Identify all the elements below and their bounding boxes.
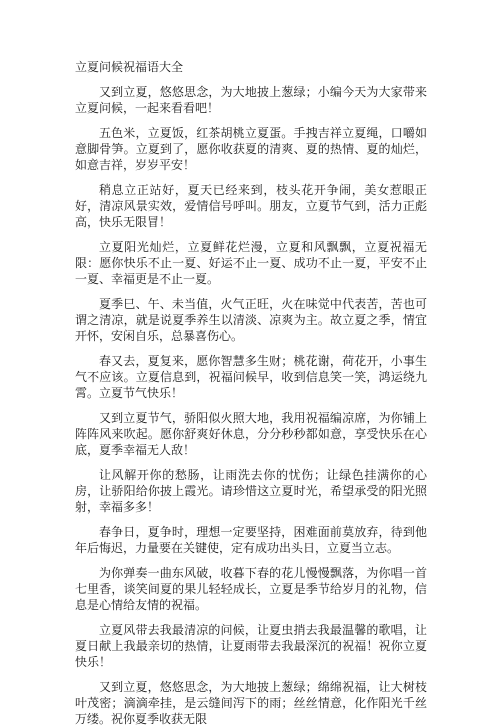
paragraph: 春又去，夏复来，愿你智慧多生财；桃花谢，荷花开，小事生气不应该。立夏信息到，祝福问候早，收到信息笑一笑，鸿运绕九霄。立夏节气快乐！ <box>75 354 427 400</box>
paragraph: 又到立夏节气，骄阳似火照大地，我用祝福编凉席，为你铺上阵阵风来吹起。愿你舒爽好休息，分分秒秒都如意，享受快乐在心底，夏季幸福无人敌！ <box>75 411 427 457</box>
paragraph: 让风解开你的愁肠，让雨洗去你的忧伤；让绿色挂满你的心房，让骄阳给你披上霞光。请珍惜这立夏时光，希望承受的阳光照射，幸福多多！ <box>75 468 427 514</box>
paragraph: 又到立夏，悠悠思念，为大地披上葱绿；小编今天为大家带来立夏问候，一起来看看吧！ <box>75 85 427 115</box>
paragraph: 为你弹奏一曲东风破，收暮下春的花儿慢慢飘落，为你唱一首七里香，谈笑间夏的果儿轻轻成长，立夏是季节给岁月的礼物，信息是心情给友情的祝福。 <box>75 566 427 612</box>
document-title: 立夏问候祝福语大全 <box>75 60 184 74</box>
paragraph: 春争日，夏争时，理想一定要坚持，困难面前莫放弃，待到他年后悔迟，力量要在关键使，定有成功出头日，立夏当立志。 <box>75 525 427 555</box>
paragraph: 又到立夏，悠悠思念，为大地披上葱绿；绵绵祝福，让大树枝叶茂密；滴滴牵挂，是云缝间泻下的雨；丝丝情意，化作阳光千丝万缕。祝你夏季收获无限 <box>75 680 427 726</box>
paragraph: 五色米，立夏饭，红茶胡桃立夏蛋。手拽吉祥立夏绳，口嚼如意脚骨笋。立夏到了，愿你收获夏的清爽、夏的热情、夏的灿烂，如意吉祥，岁岁平安！ <box>75 126 427 172</box>
paragraph: 立夏阳光灿烂，立夏鲜花烂漫，立夏和风飘飘，立夏祝福无限：愿你快乐不止一夏、好运不止一夏、成功不止一夏，平安不止一夏、幸福更是不止一夏。 <box>75 240 427 286</box>
paragraph: 夏季巳、午、未当值，火气正旺，火在味觉中代表苦，苦也可谓之清凉，就是说夏季养生以清淡、凉爽为主。故立夏之季，情宜开怀，安闲自乐，总暴喜伤心。 <box>75 297 427 343</box>
paragraph: 立夏风带去我最清凉的问候，让夏虫捎去我最温馨的歌唱，让夏日献上我最亲切的热情，让夏雨带去我最深沉的祝福！祝你立夏快乐！ <box>75 623 427 669</box>
paragraph: 稍息立正站好，夏天已经来到，枝头花开争闹，美女惹眼正好，清凉风景实效，爱情信号呼叫。朋友，立夏节气到，活力正彪高，快乐无限冒！ <box>75 183 427 229</box>
